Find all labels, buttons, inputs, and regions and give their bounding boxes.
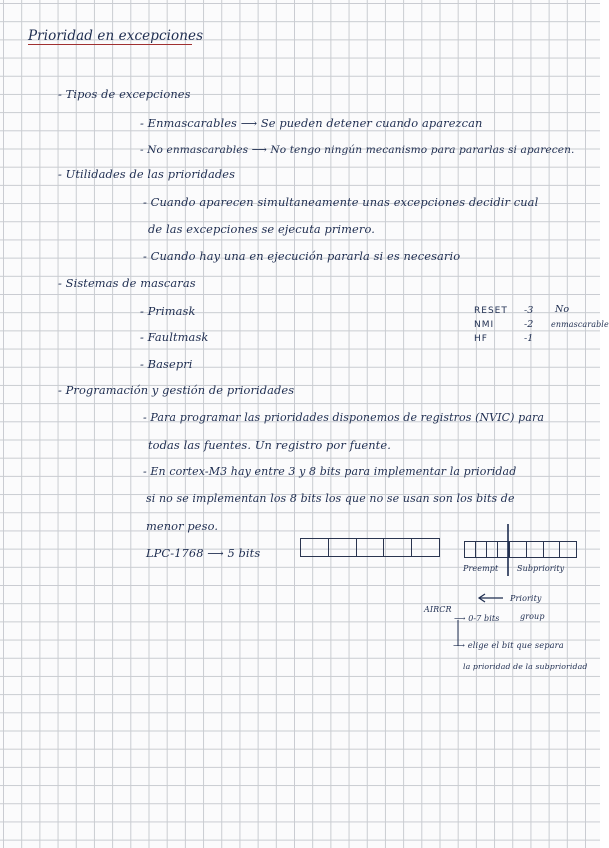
register-value: -2	[524, 319, 534, 330]
note-line: - Enmascarables ⟶ Se pueden detener cuando aparezcan	[140, 116, 483, 130]
aircr-note: la prioridad de la subprioridad	[463, 662, 588, 671]
section-heading-utilidades: - Utilidades de las prioridades	[58, 167, 236, 181]
preempt-label: Preempt	[463, 564, 499, 573]
priority-group-label: Priority	[510, 594, 542, 603]
register-value: -3	[524, 305, 534, 316]
section-heading-programacion: - Programación y gestión de prioridades	[58, 383, 295, 397]
note-line: de las excepciones se ejecuta primero.	[148, 222, 375, 236]
note-line: - En cortex-M3 hay entre 3 y 8 bits para implementar la prioridad	[143, 465, 517, 478]
register-value: -1	[524, 333, 534, 344]
aircr-label: AIRCR	[424, 605, 452, 614]
mask-item-basepri: - Basepri	[140, 357, 193, 371]
lpc-label: LPC-1768 ⟶ 5 bits	[146, 546, 261, 560]
priority-group-label: group	[520, 612, 545, 621]
aircr-note: ⟶ elige el bit que separa	[453, 640, 564, 650]
section-heading-tipos: - Tipos de excepciones	[58, 87, 191, 101]
note-line: - Para programar las prioridades disponemos de registros (NVIC) para	[143, 411, 544, 424]
register-note: No	[555, 304, 570, 315]
note-line: - Cuando hay una en ejecución pararla si es necesario	[143, 249, 461, 263]
note-line: - No enmascarables ⟶ No tengo ningún mecanismo para pararlas si aparecen.	[140, 144, 575, 156]
register-hf: HF	[474, 334, 488, 344]
register-note: enmascarable	[551, 320, 609, 329]
section-heading-mascaras: - Sistemas de mascaras	[58, 276, 196, 290]
register-nmi: NMI	[474, 320, 495, 330]
note-line: menor peso.	[146, 519, 219, 533]
subpriority-label: Subpriority	[517, 564, 565, 573]
note-line: - Cuando aparecen simultaneamente unas excepciones decidir cual	[143, 195, 539, 209]
page-title: Prioridad en excepciones	[28, 28, 204, 44]
note-line: si no se implementan los 8 bits los que no se usan son los bits de	[146, 492, 515, 505]
note-line: todas las fuentes. Un registro por fuente.	[148, 438, 391, 452]
mask-item-faultmask: - Faultmask	[140, 330, 209, 344]
bits-range-label: ⟶ 0-7 bits	[454, 614, 500, 623]
mask-item-primask: - Primask	[140, 304, 196, 318]
register-reset: RESET	[474, 306, 508, 316]
